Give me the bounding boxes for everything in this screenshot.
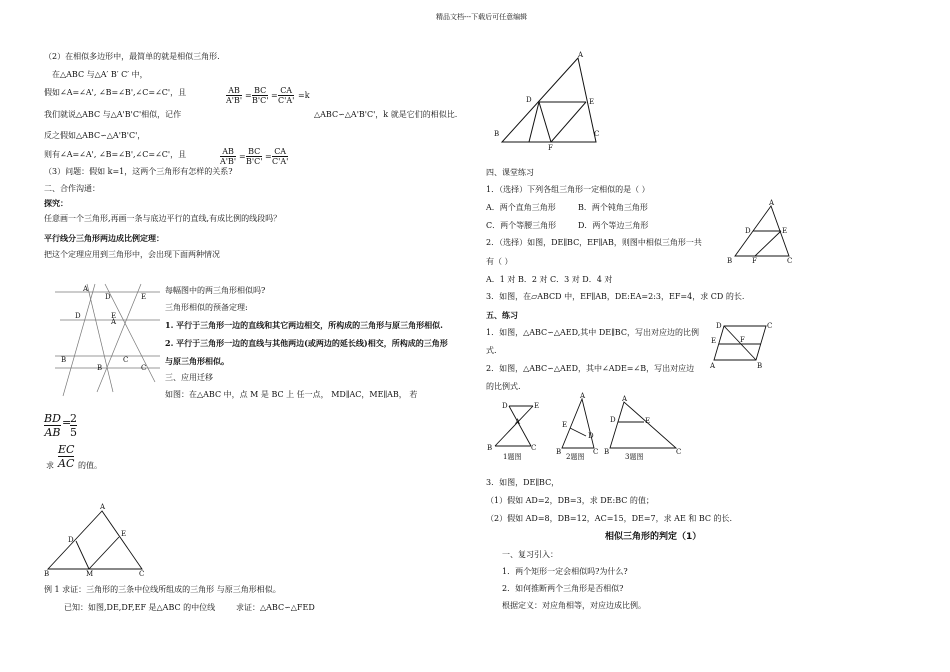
label-d: D [745,227,751,235]
theorem-2-cont: 与原三角形相似。 [165,356,229,366]
theorem-2: 2. 平行于三角形一边的直线与其他两边(或两边的延长线)相交，所构成的三角形 [165,338,448,348]
equals-sign: = [271,91,278,100]
label-c: C [787,257,793,265]
fraction-denominator: C'A' [278,96,295,105]
label-d2: D [75,312,81,320]
text-line: 求证：△ABC∽△FED [236,603,315,612]
equals-sign: = [245,91,252,100]
label-b: B [727,257,733,265]
fraction-denominator: AC [58,457,75,470]
label-a: A [83,285,89,293]
section-title: 五、练习 [486,310,518,320]
label-b: B [494,130,500,138]
label-b: B [487,444,493,452]
practice-1: 1．如图，△ABC∽△AED,其中 DE∥BC，写出对应边的比例 [486,328,699,337]
label-e: E [562,421,568,429]
label-a: A [622,395,628,403]
label-a: A [515,418,521,426]
label-a: A [580,392,586,400]
label-f: F [752,257,757,265]
text-line: 三角形相似的预备定理: [165,303,248,312]
practice-3: 3．如图，DE∥BC， [486,478,560,487]
lesson-title: 相似三角形的判定（1） [605,532,702,542]
fraction-two-fifths [70,412,77,439]
label-b: B [61,356,67,364]
text-line: 每幅图中的两三角形相似吗? [165,286,266,295]
figure-3 [604,396,684,456]
question-1: 1．（选择）下列各组三角形一定相似的是（ ） [486,185,650,194]
fraction-ab [220,147,236,166]
triangle-abc-figure [44,503,154,578]
parallelogram-figure [710,322,780,370]
text-line: 已知：如图,DE,DF,EF 是△ABC 的中位线 [64,603,216,612]
practice-3-part-2: （2）假如 AD=8，DB=12，AC=15，DE=7，求 AE 和 BC 的长. [486,514,733,523]
question-2-cont: 有（ ） [486,257,513,266]
question-3: 3．如图，在▱ABCD 中，EF∥AB，DE:EA=2:3，EF=4，求 CD 的长. [486,292,745,301]
text-line: 2．如何推断两个三角形是否相似? [502,584,624,593]
label-c: C [767,322,773,330]
fraction-numerator: BD [44,412,61,425]
label-d: D [716,322,722,330]
label-b: B [757,362,763,370]
label-d: D [610,416,616,424]
option-a: A．两个直角三角形 [486,203,556,212]
parallel-lines-figure [55,282,175,392]
option-d: D．两个等边三角形 [578,221,649,230]
text-line: 任意画一个三角形,再画一条与底边平行的直线,有成比例的线段吗？ [44,214,282,223]
label-a: A [710,362,716,370]
figure-2-caption: 2题图 [566,453,585,461]
practice-3-part-1: （1）假如 AD=2，DB=3，求 DE:BC 的值； [486,496,654,505]
fraction-ec-ac [58,443,74,470]
equals-sign: = [265,152,272,161]
label-c: C [139,570,145,578]
figure-1 [487,402,540,456]
label-b2: B [97,364,103,372]
fraction-denominator: A'B' [226,96,243,105]
text-line: 反之假如△ABC∽△A'B'C'， [44,131,146,140]
label-c: C [123,356,129,364]
label-d: D [588,432,594,440]
fraction-bd-ab [44,412,61,439]
fraction-denominator: B'C' [246,157,263,166]
fraction-denominator: B'C' [252,96,269,105]
question-2: 2．（选择）如图，DE∥BC，EF∥AB，则图中相似三角形一共 [486,238,702,247]
equals-sign: = [62,416,72,429]
fraction-numerator: AB [226,86,242,96]
text-line: 根据定义：对应角相等，对应边成比例。 [502,601,646,610]
label-a2: A [111,318,117,326]
fraction-ca [278,86,294,105]
ratio-k: =k [298,91,310,100]
label-c: C [676,448,682,456]
fraction-numerator: CA [272,147,288,157]
text-line: 1．两个矩形一定会相似吗?为什么? [502,567,628,576]
label-f: F [740,336,745,344]
label-b: B [604,448,610,456]
theorem-1: 1. 平行于三角形一边的直线和其它两边相交，所构成的三角形与原三角形相似. [165,320,443,330]
fraction-numerator: AB [220,147,236,157]
text-line: （3）问题：假如 k=1，这两个三角形有怎样的关系? [44,167,233,176]
text-line: 在△ABC 与△A′ B′ C′ 中， [52,70,148,79]
label-e: E [121,530,127,538]
text-line: 的值。 [78,461,102,470]
fraction-denominator: A'B' [220,157,237,166]
text-line: 如图：在△ABC 中，点 M 是 BC 上 任一点， MD∥AC，ME∥AB， 若 [165,390,418,399]
text-line: 例 1 求证：三角形的三条中位线所组成的三角形 与原三角形相似。 [44,585,281,594]
label-c: C [531,444,537,452]
triangle-def-figure [492,52,612,152]
text-line: 探究： [44,198,68,208]
label-b: B [556,448,562,456]
label-e: E [141,293,147,301]
label-e: E [534,402,540,410]
text-line: 我们就说△ABC 与△A'B'C'相似，记作 [44,110,182,119]
fraction-denominator: 5 [70,426,77,439]
text-line: 三、应用迁移 [165,373,213,382]
figure-2 [556,392,606,456]
fraction-denominator: AB [44,426,61,439]
equals-sign: = [239,152,246,161]
text-line: 则有∠A=∠A', ∠B=∠B',∠C=∠C'，且 [44,150,187,159]
fraction-ab [226,86,242,105]
label-e: E [645,417,651,425]
label-a: A [100,503,106,511]
fraction-bc [246,147,262,166]
text-line: 假如∠A=∠A', ∠B=∠B',∠C=∠C'，且 [44,88,187,97]
label-m: M [86,570,94,578]
label-c: C [594,130,600,138]
fraction-numerator: BC [246,147,262,157]
text-line: （2）在相似多边形中，最简单的就是相似三角形. [44,52,220,61]
label-f: F [548,144,553,152]
page-header: 精品文档---下载后可任意编辑 [436,13,528,21]
section-title: 四、课堂练习 [486,168,534,177]
option-b: B．两个钝角三角形 [578,203,648,212]
label-d: D [105,293,111,301]
figure-1-caption: 1题图 [503,453,522,461]
practice-2-cont: 的比例式. [486,382,521,391]
fraction-numerator: CA [278,86,294,96]
label-a: A [769,199,775,207]
label-c2: C [141,364,147,372]
fraction-numerator: EC [58,443,75,456]
text-line: 把这个定理应用到三角形中，会出现下面两种情况 [44,250,220,259]
label-d: D [502,402,508,410]
label-a: A [578,51,584,59]
practice-1-cont: 式. [486,346,497,355]
label-d: D [526,96,532,104]
fraction-denominator: C'A' [272,157,289,166]
fraction-ca [272,147,288,166]
label-e: E [711,337,717,345]
option-c: C．两个等腰三角形 [486,221,557,230]
text-line: 二、合作沟通： [44,184,100,193]
question-2-figure [727,199,807,265]
text-line: 求 [46,461,54,470]
text-line: 一、复习引入： [502,550,558,559]
text-line: 平行线分三角形两边成比例定理： [44,233,164,243]
label-e: E [782,227,788,235]
text-line: △ABC∽△A'B'C'，k 就是它们的相似比. [314,110,458,119]
practice-2: 2．如图，△ABC∽△AED，其中∠ADE=∠B，写出对应边 [486,364,695,373]
label-e2: E [111,312,117,320]
label-e: E [589,98,595,106]
figure-3-caption: 3题图 [625,453,644,461]
label-b: B [44,570,50,578]
label-c: C [593,448,599,456]
fraction-bc [252,86,268,105]
fraction-numerator: BC [252,86,268,96]
label-d: D [68,536,74,544]
fraction-numerator: 2 [70,412,77,425]
question-2-options: A．1 对 B．2 对 C．3 对 D．4 对 [486,275,613,284]
